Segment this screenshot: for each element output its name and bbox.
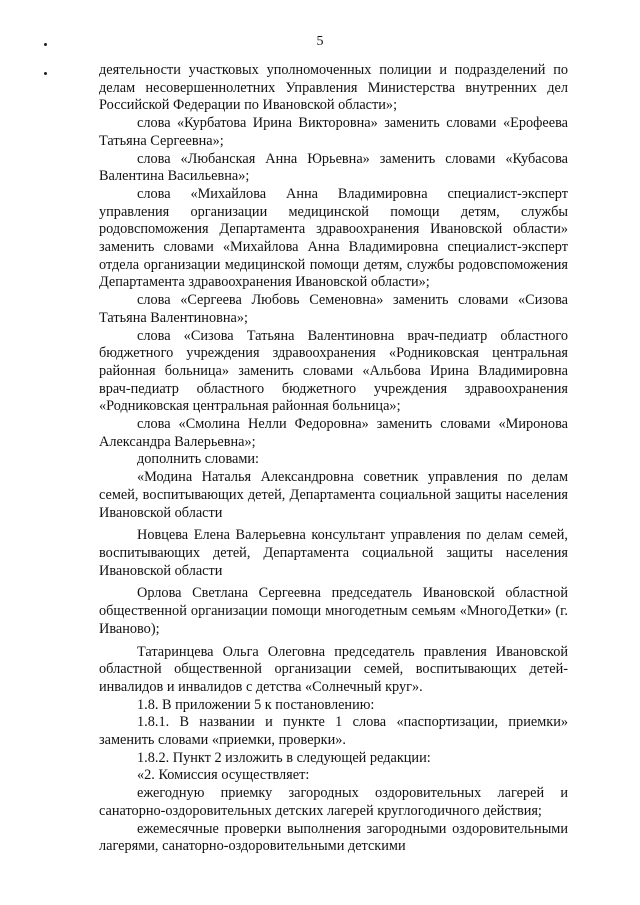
paragraph: 1.8.1. В названии и пункте 1 слова «паспортизации, приемки» заменить словами «приемки, проверки». [99, 714, 568, 749]
paragraph: Новцева Елена Валерьевна консультант управления по делам семей, воспитывающих детей, Департамента социальной защиты населения Ивановской области [99, 527, 568, 579]
paragraph: слова «Сергеева Любовь Семеновна» заменить словами «Сизова Татьяна Валентиновна»; [99, 292, 568, 326]
paragraph: слова «Любанская Анна Юрьевна» заменить словами «Кубасова Валентина Васильевна»; [99, 150, 568, 185]
paragraph: 1.8.2. Пункт 2 изложить в следующей редакции: [137, 749, 431, 766]
paragraph: Татаринцева Ольга Олеговна председатель правления Ивановской областной общественной организации семей, воспитывающих детей-инвалидов и инвалидов с детства «Солнечный круг». [99, 643, 568, 695]
paragraph: деятельности участковых уполномоченных полиции и подразделений по делам несовершеннолетних Управления Министерства внутренних дел Российской Федерации по Ивановской области»; [99, 62, 568, 114]
paragraph: 1.8. В приложении 5 к постановлению: [137, 696, 375, 713]
paragraph: слова «Михайлова Анна Владимировна специалист-эксперт управления организации медицинской помощи детям, службы родовспоможения Департамента здравоохранения Ивановской области» заменить словами «Михайлова Анна Владимировна специалист-эксперт отдела организации медицинской помощи детям, службы родовспоможения Департамента здравоохранения Ивановской области»; [99, 185, 568, 291]
page-number: 5 [316, 34, 324, 49]
paragraph: слова «Смолина Нелли Федоровна» заменить словами «Миронова Александра Валерьевна»; [99, 416, 568, 450]
paragraph: слова «Сизова Татьяна Валентиновна врач-педиатр областного бюджетного учреждения здравоохранения «Родниковская центральная районная больница» заменить словами «Альбова Ирина Владимировна врач-педиатр областного бюджетного учреждения здравоохранения «Родниковская центральная районная больница»; [99, 327, 568, 415]
paragraph: «2. Комиссия осуществляет: [137, 767, 310, 784]
paragraph: ежемесячные проверки выполнения загородными оздоровительными лагерями, санаторно-оздоровительными детскими [99, 820, 568, 855]
scan-speck [44, 72, 47, 75]
paragraph: «Модина Наталья Александровна советник управления по делам семей, воспитывающих детей, Департамента социальной защиты населения Ивановской области [99, 469, 568, 521]
paragraph: Орлова Светлана Сергеевна председатель Ивановской областной общественной организации помощи многодетным семьям «МногоДетки» (г. Иваново); [99, 585, 568, 637]
document-body [99, 62, 568, 856]
scan-speck [44, 43, 47, 46]
paragraph: дополнить словами: [137, 451, 260, 468]
paragraph: ежегодную приемку загородных оздоровительных лагерей и санаторно-оздоровительных детских лагерей круглогодичного действия; [99, 785, 568, 819]
paragraph: слова «Курбатова Ирина Викторовна» заменить словами «Ерофеева Татьяна Сергеевна»; [99, 115, 568, 149]
